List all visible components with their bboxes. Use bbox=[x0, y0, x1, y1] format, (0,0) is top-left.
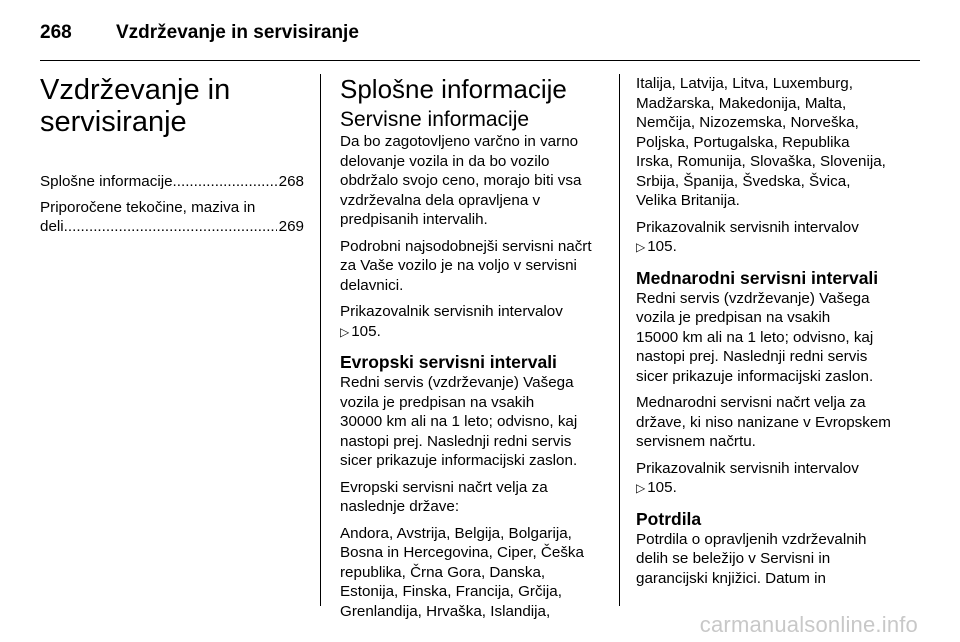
paragraph: Italija, Latvija, Litva, Luxemburg, Madžarska, Makedonija, Malta, Nemčija, Nizozemska, Norveška, Poljska, Portugalska, Republika Irska, Romunija, Slovaška, Slovenija, Srbija, Španija, Švedska, Švica, Velika Britanija. bbox=[636, 75, 886, 209]
triangle-right-outline-icon: ▷ bbox=[636, 240, 646, 254]
page-reference[interactable]: ▷ 105. bbox=[340, 323, 381, 340]
page-reference[interactable]: ▷ 105. bbox=[636, 238, 677, 255]
subsection-title: Potrdila bbox=[636, 508, 702, 529]
page-header bbox=[40, 22, 359, 44]
column-divider-2 bbox=[619, 74, 620, 606]
content-column-2 bbox=[340, 74, 608, 628]
subsection-title: Servisne informacije bbox=[340, 108, 530, 131]
section-title: Splošne informacije bbox=[340, 74, 567, 104]
paragraph: Prikazovalnik servisnih intervalov ▷ 105. bbox=[636, 218, 920, 258]
paragraph: Potrdila o opravljenih vzdrževalnih delih se beležijo v Servisni in garancijski knjižici. Datum in bbox=[636, 530, 867, 587]
header-rule bbox=[40, 60, 920, 61]
chapter-title: Vzdrževanje in servisiranje bbox=[116, 22, 359, 43]
paragraph: Redni servis (vzdrževanje) Vašega vozila je predpisan na vsakih 30000 km ali na 1 leto; odvisno, kaj nastopi prej. Naslednji redni servis sicer prikazuje informacijski zaslon. bbox=[340, 374, 578, 469]
toc-page: 269 bbox=[278, 218, 304, 235]
paragraph: Mednarodni servisni načrt velja za države, ki niso nanizane v Evropskem servisnem načrtu. bbox=[636, 394, 891, 450]
content-column-3 bbox=[636, 74, 920, 595]
paragraph: Redni servis (vzdrževanje) Vašega vozila je predpisan na vsakih 15000 km ali na 1 leto; odvisno, kaj nastopi prej. Naslednji redni servis sicer prikazuje informacijski zaslon. bbox=[636, 289, 874, 385]
toc-entry[interactable]: Priporočene tekočine, maziva in deli ..... 269 bbox=[40, 198, 304, 237]
paragraph: Prikazovalnik servisnih intervalov ▷ 105. bbox=[636, 459, 920, 499]
triangle-right-outline-icon: ▷ bbox=[636, 481, 646, 495]
chapter-heading: Vzdrževanje in servisiranje bbox=[40, 74, 231, 138]
paragraph: Podrobni najsodobnejši servisni načrt za Vaše vozilo je na voljo v servisni delavnici. bbox=[340, 237, 592, 294]
page-number: 268 bbox=[40, 22, 72, 43]
paragraph: Evropski servisni načrt velja za naslednje države: bbox=[340, 478, 548, 515]
toc-column bbox=[40, 74, 304, 243]
paragraph: Da bo zagotovljeno varčno in varno delovanje vozila in da bo vozilo obdržalo svojo ceno, morajo biti vsa vzdrževalna dela opravljena v predpisanih intervalih. bbox=[340, 133, 582, 228]
paragraph: Andora, Avstrija, Belgija, Bolgarija, Bosna in Hercegovina, Ciper, Češka republika, Črna Gora, Danska, Estonija, Finska, Francija, Grčija, Grenlandija, Hrvaška, Islandija, bbox=[340, 524, 584, 620]
subsection-title: Mednarodni servisni intervali bbox=[636, 267, 879, 288]
column-divider-1 bbox=[320, 74, 321, 606]
watermark: carmanualsonline.info bbox=[699, 612, 918, 637]
page-reference[interactable]: ▷ 105. bbox=[636, 479, 677, 496]
subsection-title: Evropski servisni intervali bbox=[340, 352, 557, 372]
toc-entry[interactable]: Splošne informacije ..... 268 bbox=[40, 172, 304, 192]
toc-page: 268 bbox=[278, 173, 304, 190]
paragraph: Prikazovalnik servisnih intervalov ▷ 105. bbox=[340, 302, 608, 342]
triangle-right-outline-icon: ▷ bbox=[340, 324, 350, 339]
